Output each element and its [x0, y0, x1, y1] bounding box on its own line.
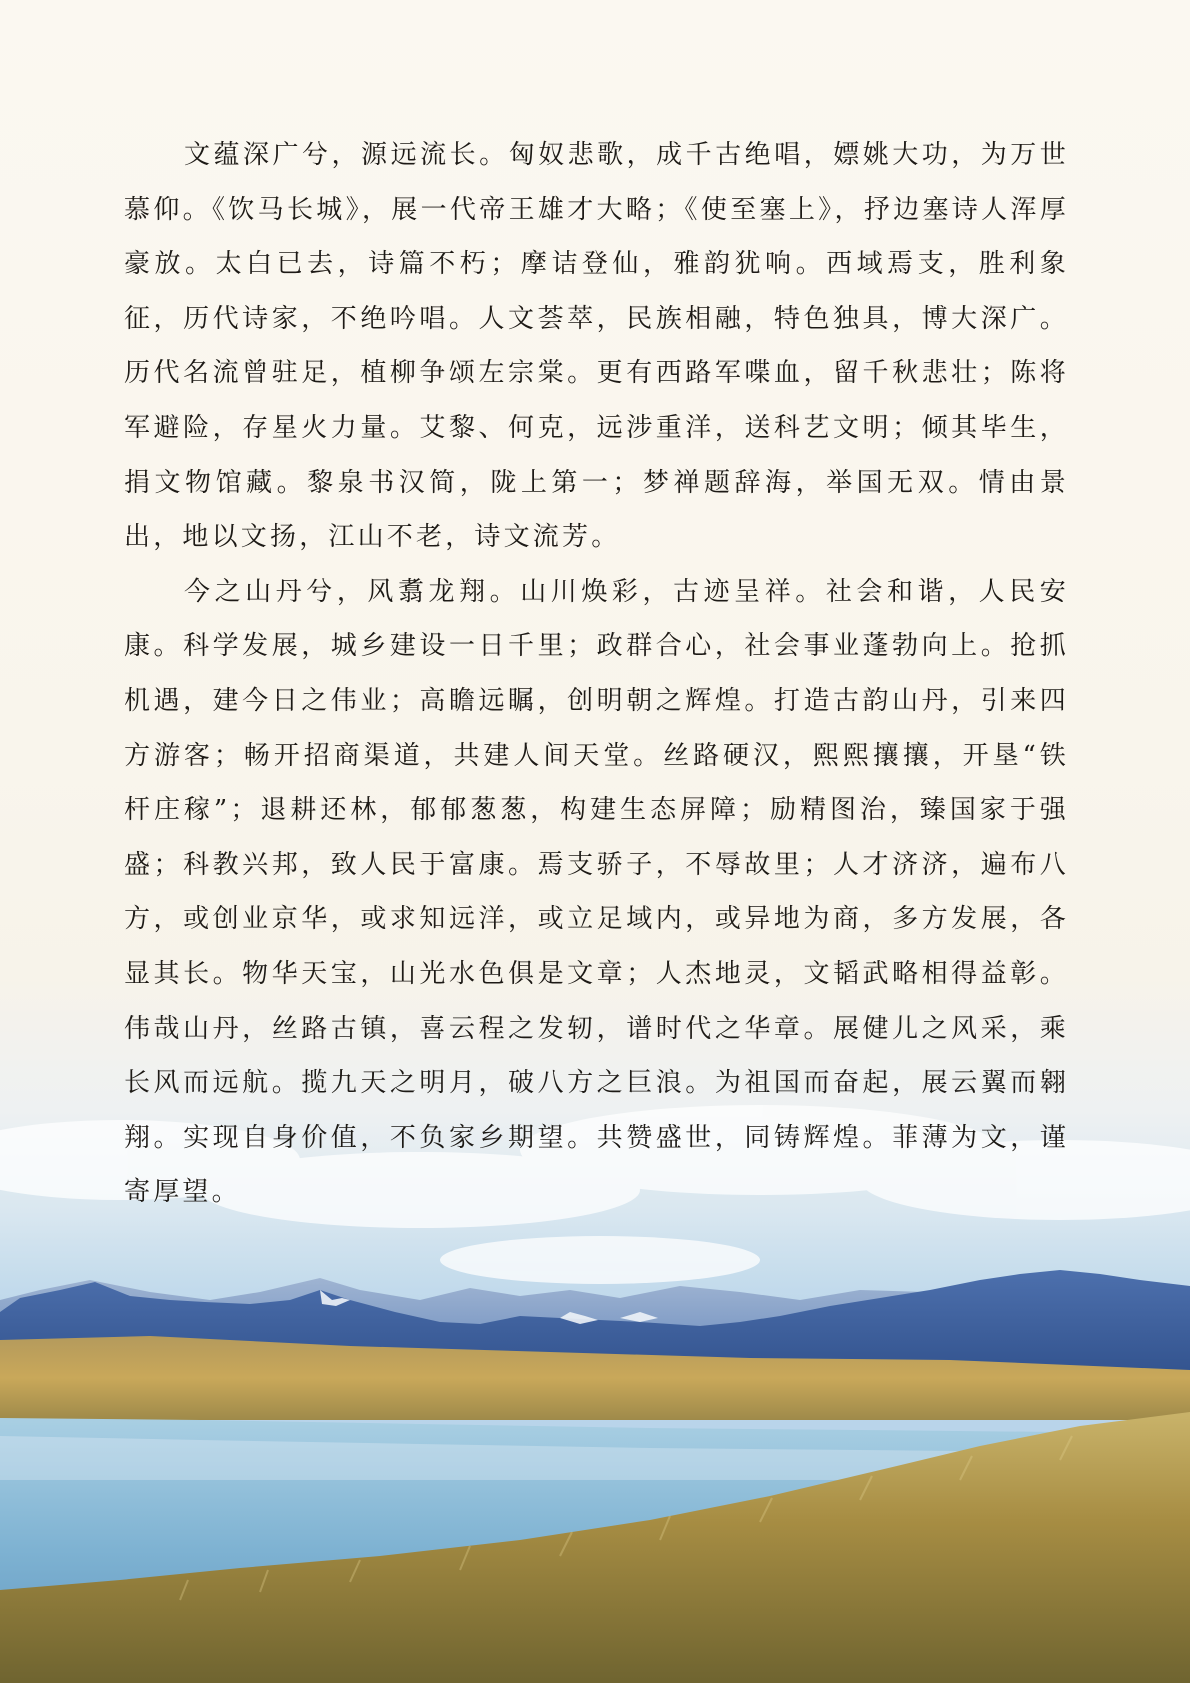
article-text	[124, 128, 1069, 1220]
article-paragraph-2: 今之山丹兮，风翥龙翔。山川焕彩，古迹呈祥。社会和谐，人民安康。科学发展，城乡建设一日千里；政群合心，社会事业蓬勃向上。抢抓机遇，建今日之伟业；高瞻远瞩，创明朝之辉煌。打造古韵山丹，引来四方游客；畅开招商渠道，共建人间天堂。丝路硬汉，熙熙攘攘，开垦“铁杆庄稼”；退耕还林，郁郁葱葱，构建生态屏障；励精图治，臻国家于强盛；科教兴邦，致人民于富康。焉支骄子，不辱故里；人才济济，遍布八方，或创业京华，或求知远洋，或立足域内，或异地为商，多方发展，各显其长。物华天宝，山光水色俱是文章；人杰地灵，文韬武略相得益彰。伟哉山丹，丝路古镇，喜云程之发轫，谱时代之华章。展健儿之风采，乘长风而远航。揽九天之明月，破八方之巨浪。为祖国而奋起，展云翼而翱翔。实现自身价值，不负家乡期望。共赞盛世，同铸辉煌。菲薄为文，谨寄厚望。	[124, 576, 1069, 1208]
article-paragraph-1: 文蕴深广兮，源远流长。匈奴悲歌，成千古绝唱，嫖姚大功，为万世慕仰。《饮马长城》，展一代帝王雄才大略；《使至塞上》，抒边塞诗人浑厚豪放。太白已去，诗篇不朽；摩诘登仙，雅韵犹响。西域焉支，胜利象征，历代诗家，不绝吟唱。人文荟萃，民族相融，特色独具，博大深广。历代名流曾驻足，植柳争颂左宗棠。更有西路军喋血，留千秋悲壮；陈将军避险，存星火力量。艾黎、何克，远涉重洋，送科艺文明；倾其毕生，捐文物馆藏。黎泉书汉简，陇上第一；梦禅题辞海，举国无双。情由景出，地以文扬，江山不老，诗文流芳。	[124, 140, 1069, 553]
